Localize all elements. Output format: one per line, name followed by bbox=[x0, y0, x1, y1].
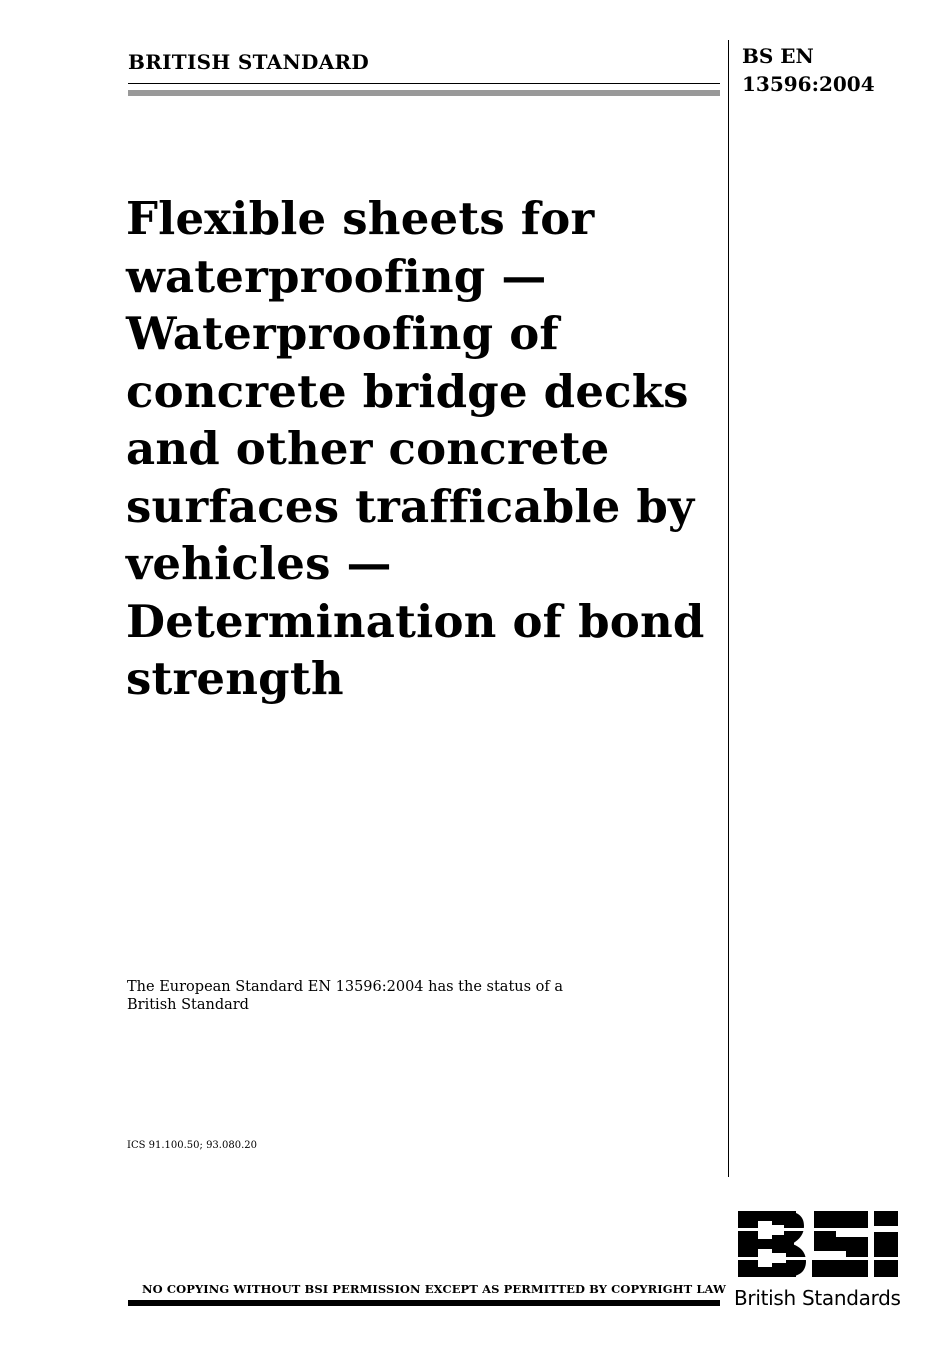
footer-rule bbox=[128, 1300, 720, 1306]
title-line: vehicles — bbox=[126, 537, 392, 590]
title-line: waterproofing — bbox=[126, 249, 547, 303]
header-thin-rule bbox=[128, 83, 720, 84]
title-line: Determination of bond bbox=[126, 594, 705, 648]
bsi-logo-caption: British Standards bbox=[734, 1286, 901, 1310]
title-line: strength bbox=[126, 652, 344, 705]
vertical-divider bbox=[728, 40, 729, 1177]
bsi-logo bbox=[734, 1208, 906, 1318]
title-line: surfaces trafficable by bbox=[126, 479, 695, 533]
document-number bbox=[742, 42, 875, 98]
copyright-notice: NO COPYING WITHOUT BSI PERMISSION EXCEPT AS PERMITTED BY COPYRIGHT LAW bbox=[142, 1282, 727, 1296]
status-statement bbox=[127, 978, 707, 1014]
title-line: Flexible sheets for bbox=[126, 192, 595, 245]
title-line: Waterproofing of bbox=[126, 307, 559, 360]
header-thick-rule bbox=[128, 90, 720, 96]
status-line2: British Standard bbox=[127, 997, 249, 1013]
document-number-line1: BS EN bbox=[742, 44, 814, 68]
standard-type-label: BRITISH STANDARD bbox=[128, 50, 370, 74]
ics-codes: ICS 91.100.50; 93.080.20 bbox=[127, 1140, 257, 1151]
title-line: and other concrete bbox=[126, 422, 610, 475]
status-line1: The European Standard EN 13596:2004 has the status of a bbox=[127, 979, 564, 995]
bsi-logo-mark-icon bbox=[734, 1208, 906, 1280]
document-number-line2: 13596:2004 bbox=[742, 72, 875, 96]
title-line: concrete bridge decks bbox=[126, 364, 689, 418]
document-title bbox=[126, 190, 716, 708]
